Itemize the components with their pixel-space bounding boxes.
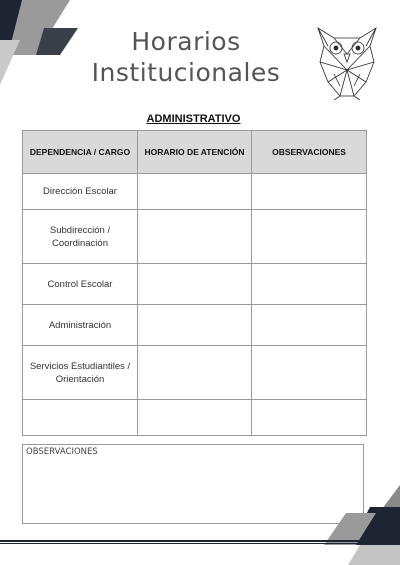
- observations-label: OBSERVACIONES: [26, 447, 98, 457]
- owl-icon: [304, 24, 390, 100]
- cell-observaciones[interactable]: [252, 305, 367, 346]
- cell-dependencia: Dirección Escolar: [23, 174, 138, 210]
- bottom-divider-thin: [0, 543, 400, 544]
- table-header-row: [23, 131, 367, 174]
- cell-observaciones[interactable]: [252, 400, 367, 436]
- page-title-line2: Institucionales: [91, 58, 281, 87]
- cell-horario[interactable]: [138, 264, 252, 305]
- header-observaciones: OBSERVACIONES: [252, 131, 367, 174]
- cell-observaciones[interactable]: [252, 210, 367, 264]
- table-row: [23, 305, 367, 346]
- cell-horario[interactable]: [138, 346, 252, 400]
- cell-dependencia: Administración: [23, 305, 138, 346]
- table-row: [23, 264, 367, 305]
- cell-horario[interactable]: [138, 210, 252, 264]
- table-row: [23, 174, 367, 210]
- cell-dependencia: Subdirección / Coordinación: [23, 210, 138, 264]
- page-title-line1: Horarios: [131, 27, 241, 56]
- page-title: [70, 26, 302, 88]
- table-row: [23, 400, 367, 436]
- cell-observaciones[interactable]: [252, 264, 367, 305]
- table-row: [23, 346, 367, 400]
- cell-horario[interactable]: [138, 305, 252, 346]
- cell-dependencia: Servicios Estudiantiles / Orientación: [23, 346, 138, 400]
- cell-observaciones[interactable]: [252, 346, 367, 400]
- table-row: [23, 210, 367, 264]
- cell-horario[interactable]: [138, 400, 252, 436]
- schedule-table: [22, 130, 367, 436]
- header-dependencia: DEPENDENCIA / CARGO: [23, 131, 138, 174]
- cell-dependencia: Control Escolar: [23, 264, 138, 305]
- cell-horario[interactable]: [138, 174, 252, 210]
- header-horario: HORARIO DE ATENCIÓN: [138, 131, 252, 174]
- cell-dependencia[interactable]: [23, 400, 138, 436]
- observations-box[interactable]: [22, 444, 364, 524]
- section-heading: ADMINISTRATIVO: [146, 113, 241, 125]
- corner-decoration-top-left: [0, 0, 80, 90]
- cell-observaciones[interactable]: [252, 174, 367, 210]
- bottom-divider: [0, 540, 400, 542]
